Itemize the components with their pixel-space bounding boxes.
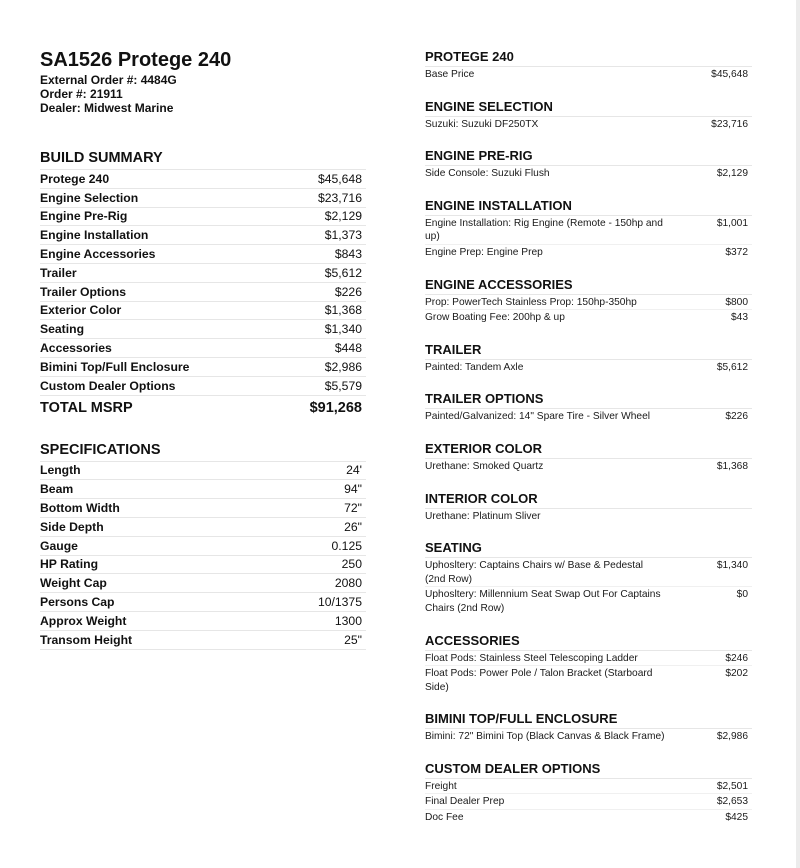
option-price: $202 [725,668,748,680]
option-category [425,148,752,181]
spec-label: Weight Cap [40,576,107,591]
summary-value: $2,986 [324,359,362,374]
category-items [425,459,752,474]
option-price: $45,648 [711,69,748,80]
option-details-column [425,49,752,842]
option-item [425,810,752,825]
category-title: PROTEGE 240 [425,49,752,67]
option-item [425,651,752,667]
option-price: $2,986 [716,731,748,743]
page-title: SA1526 Protege 240 [40,49,232,71]
summary-row [40,264,366,283]
option-category [425,633,752,695]
option-item [425,409,752,424]
spec-value: 0.125 [331,538,362,553]
spec-label: Persons Cap [40,595,115,610]
category-title: SEATING [425,540,752,558]
option-category [425,441,752,474]
category-title: ENGINE ACCESSORIES [425,277,752,295]
spec-row [40,480,366,499]
summary-value: $1,368 [324,303,362,318]
option-description: Final Dealer Prep [425,796,505,808]
summary-label: Engine Installation [40,228,149,243]
option-description: Bimini: 72" Bimini Top (Black Canvas & Black Frame) [425,731,665,743]
summary-label: Engine Accessories [40,247,156,262]
summary-label: Custom Dealer Options [40,378,176,393]
option-description: Freight [425,780,457,792]
summary-value: $23,716 [317,190,362,205]
spec-label: Side Depth [40,519,104,534]
category-items [425,729,752,744]
spec-label: Length [40,463,81,478]
option-item [425,666,752,694]
summary-value: $448 [334,341,362,356]
option-category [425,711,752,744]
category-title: TRAILER OPTIONS [425,391,752,409]
option-item [425,587,752,615]
spec-label: Transom Height [40,632,133,647]
category-title: ACCESSORIES [425,633,752,651]
option-price: $425 [725,812,748,824]
option-category [425,49,752,82]
option-price: $5,612 [716,361,748,373]
summary-row [40,170,366,189]
spec-row [40,499,366,518]
category-items [425,166,752,181]
option-description: Engine Installation: Rig Engine (Remote - 150hp and up) [425,217,663,243]
option-item [425,117,752,132]
option-price: $2,129 [716,168,748,180]
spec-value: 10/1375 [317,595,362,610]
spec-label: HP Rating [40,557,99,572]
build-summary [40,150,366,420]
category-items [425,509,752,524]
option-price: $0 [736,589,748,601]
option-description: Urethane: Smoked Quartz [425,460,544,472]
category-items [425,558,752,615]
summary-label: Trailer [40,265,77,280]
spec-row [40,537,366,556]
option-price: $246 [725,652,748,664]
category-items [425,117,752,132]
category-items [425,295,752,325]
category-title: CUSTOM DEALER OPTIONS [425,761,752,779]
option-price: $372 [725,246,748,258]
spec-value: 24' [346,463,362,478]
option-description: Side Console: Suzuki Flush [425,168,550,180]
spec-value: 25" [344,632,362,647]
summary-label: Protege 240 [40,171,110,186]
summary-row [40,208,366,227]
option-price: $1,001 [716,217,748,229]
summary-value: $1,340 [324,322,362,337]
spec-value: 26" [344,519,362,534]
total-msrp-row [40,396,366,420]
spec-value: 250 [341,557,362,572]
summary-label: Engine Pre-Rig [40,209,128,224]
option-item [425,166,752,181]
specifications-title: SPECIFICATIONS [40,441,161,458]
summary-label: Accessories [40,341,112,356]
summary-label: Trailer Options [40,284,127,299]
build-summary-table [40,169,366,396]
summary-value: $45,648 [317,171,362,186]
external-order-number: External Order #: 4484G [40,73,177,87]
spec-value: 94" [344,482,362,497]
option-description: Painted: Tandem Axle [425,361,524,373]
option-item [425,779,752,795]
option-category [425,277,752,325]
spec-value: 72" [344,501,362,516]
total-msrp-label: TOTAL MSRP [40,399,133,416]
option-description: Urethane: Platinum Sliver [425,510,541,522]
summary-row [40,358,366,377]
category-items [425,360,752,375]
option-price: $43 [731,312,748,324]
summary-value: $843 [334,247,362,262]
option-category [425,198,752,260]
option-price: $1,368 [716,460,748,472]
option-category [425,391,752,424]
spec-row [40,593,366,612]
spec-value: 1300 [334,613,362,628]
summary-value: $1,373 [324,228,362,243]
option-category [425,761,752,825]
spec-row [40,556,366,575]
option-description: Doc Fee [425,812,464,824]
summary-row [40,245,366,264]
spec-row [40,631,366,650]
option-price: $23,716 [711,118,748,130]
summary-row [40,302,366,321]
option-item [425,729,752,744]
option-item [425,67,752,82]
summary-value: $5,612 [324,265,362,280]
option-item [425,459,752,474]
option-description: Painted/Galvanized: 14" Spare Tire - Silver Wheel [425,411,651,423]
category-items [425,651,752,695]
spec-row [40,612,366,631]
category-title: ENGINE SELECTION [425,99,752,117]
summary-label: Seating [40,322,85,337]
option-price: $1,340 [716,560,748,572]
summary-row [40,339,366,358]
dealer-name: Dealer: Midwest Marine [40,101,174,115]
order-number: Order #: 21911 [40,87,123,101]
summary-row [40,226,366,245]
total-msrp-value: $91,268 [309,399,362,416]
summary-row [40,377,366,396]
specifications [40,442,366,650]
category-title: ENGINE INSTALLATION [425,198,752,216]
category-title: ENGINE PRE-RIG [425,148,752,166]
option-item [425,310,752,325]
spec-value: 2080 [334,576,362,591]
option-price: $2,653 [716,796,748,808]
specifications-table [40,461,366,650]
option-description: Base Price [425,69,475,80]
category-items [425,779,752,825]
option-price: $226 [725,411,748,423]
option-description: Engine Prep: Engine Prep [425,246,543,258]
summary-value: $226 [334,284,362,299]
spec-row [40,518,366,537]
option-description: Prop: PowerTech Stainless Prop: 150hp-350hp [425,296,637,308]
option-description: Float Pods: Stainless Steel Telescoping Ladder [425,652,638,664]
spec-label: Approx Weight [40,613,127,628]
summary-row [40,283,366,302]
option-item [425,216,752,245]
option-description: Uphosltery: Millennium Seat Swap Out For Captains Chairs (2nd Row) [425,589,661,614]
option-category [425,491,752,524]
build-summary-title: BUILD SUMMARY [40,150,163,166]
option-item [425,794,752,810]
spec-label: Bottom Width [40,501,120,516]
category-title: BIMINI TOP/FULL ENCLOSURE [425,711,752,729]
option-item [425,295,752,311]
category-title: INTERIOR COLOR [425,491,752,509]
option-price: $800 [725,296,748,308]
category-title: EXTERIOR COLOR [425,441,752,459]
option-description: Float Pods: Power Pole / Talon Bracket (Starboard Side) [425,668,653,693]
left-column [40,48,366,650]
spec-row [40,574,366,593]
spec-row [40,462,366,481]
option-item [425,360,752,375]
option-category [425,540,752,615]
summary-label: Exterior Color [40,303,122,318]
category-items [425,216,752,260]
option-description: Suzuki: Suzuki DF250TX [425,118,539,130]
option-item [425,509,752,524]
page-edge [796,0,800,868]
category-title: TRAILER [425,342,752,360]
option-item [425,245,752,260]
category-items [425,67,752,82]
summary-label: Engine Selection [40,190,139,205]
summary-value: $2,129 [324,209,362,224]
option-description: Uphosltery: Captains Chairs w/ Base & Pedestal (2nd Row) [425,560,644,585]
category-items [425,409,752,424]
option-item [425,558,752,587]
spec-label: Beam [40,482,74,497]
option-price: $2,501 [716,780,748,792]
option-description: Grow Boating Fee: 200hp & up [425,312,565,324]
summary-label: Bimini Top/Full Enclosure [40,359,190,374]
summary-row [40,320,366,339]
order-info [40,73,366,115]
spec-label: Gauge [40,538,78,553]
summary-row [40,189,366,208]
option-category [425,99,752,132]
option-category [425,342,752,375]
summary-value: $5,579 [324,378,362,393]
